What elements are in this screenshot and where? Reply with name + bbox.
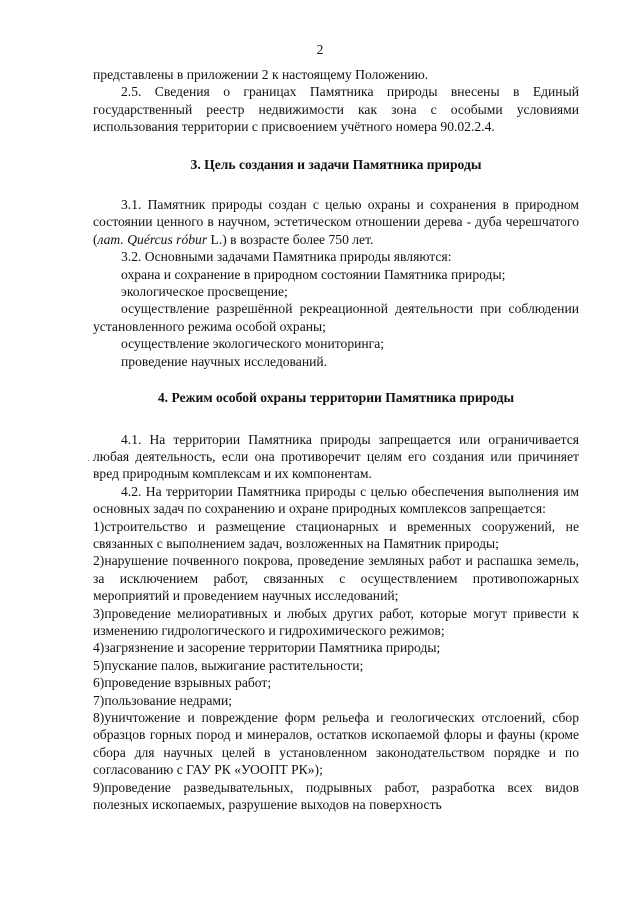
list-item-text: проведение мелиоративных и любых других работ, которые могут привести к изменению гидрологического и гидрохимического режимов; [93, 605, 579, 638]
list-item-text: проведение разведывательных, подрывных работ, разработка всех видов полезных ископаемых, разрушение выходов на поверхность [93, 779, 579, 813]
paragraph-4-2: 4.2. На территории Памятника природы с целью обеспечения выполнения им основных задач по сохранению и охране природных комплексов запрещается: [93, 483, 579, 517]
list-item [93, 518, 579, 553]
page-number: 2 [316, 42, 324, 57]
paragraph-2-5: 2.5. Сведения о границах Памятника природы внесены в Единый государственный реестр недвижимости как зона с особыми условиями использования территории с присвоением учётного номера 90.02.2.4. [93, 84, 579, 135]
section-4-heading: 4. Режим особой охраны территории Памятника природы [157, 390, 515, 406]
document-body [93, 66, 579, 813]
task-item: осуществление экологического мониторинга; [121, 336, 385, 352]
paragraph-continuation: представлены в приложении 2 к настоящему Положению. [93, 67, 429, 82]
list-item [93, 639, 579, 656]
list-item-text: проведение взрывных работ; [104, 675, 272, 691]
list-item-number: 6) [93, 675, 105, 691]
section-3-heading: 3. Цель создания и задачи Памятника природы [190, 156, 482, 172]
list-item-text: пускание палов, выжигание растительности; [104, 657, 364, 673]
paragraph-3-1-part-a: 3.1. Памятник природы создан с целью охраны и сохранения в природном состоянии ценного в научном, эстетическом отношении дерева - дуба черешчатого ( [93, 197, 579, 247]
list-item-text: нарушение почвенного покрова, проведение земляных работ и распашка земель, за исключением работ, связанных с осуществлением противопожарных мероприятий и проведением научных исследований; [93, 553, 579, 604]
list-item-number: 9) [93, 779, 105, 795]
list-item-number: 2) [93, 553, 105, 569]
task-item: экологическое просвещение; [121, 284, 288, 300]
list-item-number: 4) [93, 640, 105, 656]
list-item-text: пользование недрами; [104, 692, 233, 708]
list-item-number: 1) [93, 518, 105, 534]
prohibition-list [93, 518, 579, 814]
paragraph-4-1: 4.1. На территории Памятника природы запрещается или ограничивается любая деятельность, если она противоречит целям его создания или причиняет вред природным комплексам и их компонентам. [93, 431, 579, 482]
list-item [93, 605, 579, 640]
paragraph-3-1 [93, 196, 579, 248]
list-item-text: уничтожение и повреждение форм рельефа и геологических отслоений, сбор образцов горных пород и минералов, остатков ископаемой флоры и фауны (кроме сбора для научных целей в установленном законодательством порядке и по согласованию с ГАУ РК «УООПТ РК»); [93, 710, 579, 778]
list-item [93, 709, 579, 779]
paragraph-3-2: 3.2. Основными задачами Памятника природы являются: [121, 249, 452, 265]
list-item-number: 5) [93, 657, 105, 673]
paragraph-3-1-part-b: L.) в возрасте более 750 лет. [207, 231, 374, 247]
list-item [93, 779, 579, 814]
list-item-text: строительство и размещение стационарных и временных сооружений, не связанных с выполнением задач, возложенных на Памятник природы; [93, 518, 579, 551]
task-item: охрана и сохранение в природном состоянии Памятника природы; [121, 266, 506, 282]
list-item-number: 8) [93, 710, 105, 725]
latin-name: лат. Quércus róbur [97, 231, 208, 247]
list-item [93, 692, 579, 709]
list-item-number: 3) [93, 605, 105, 621]
list-item [93, 657, 579, 674]
list-item [93, 552, 579, 604]
list-item-text: загрязнение и засорение территории Памятника природы; [104, 640, 441, 656]
scan-speck [88, 460, 89, 461]
list-item-number: 7) [93, 692, 105, 708]
task-item: проведение научных исследований. [121, 353, 328, 369]
task-item: осуществление разрешённой рекреационной деятельности при соблюдении установленного режима особой охраны; [93, 301, 579, 334]
list-item [93, 674, 579, 691]
